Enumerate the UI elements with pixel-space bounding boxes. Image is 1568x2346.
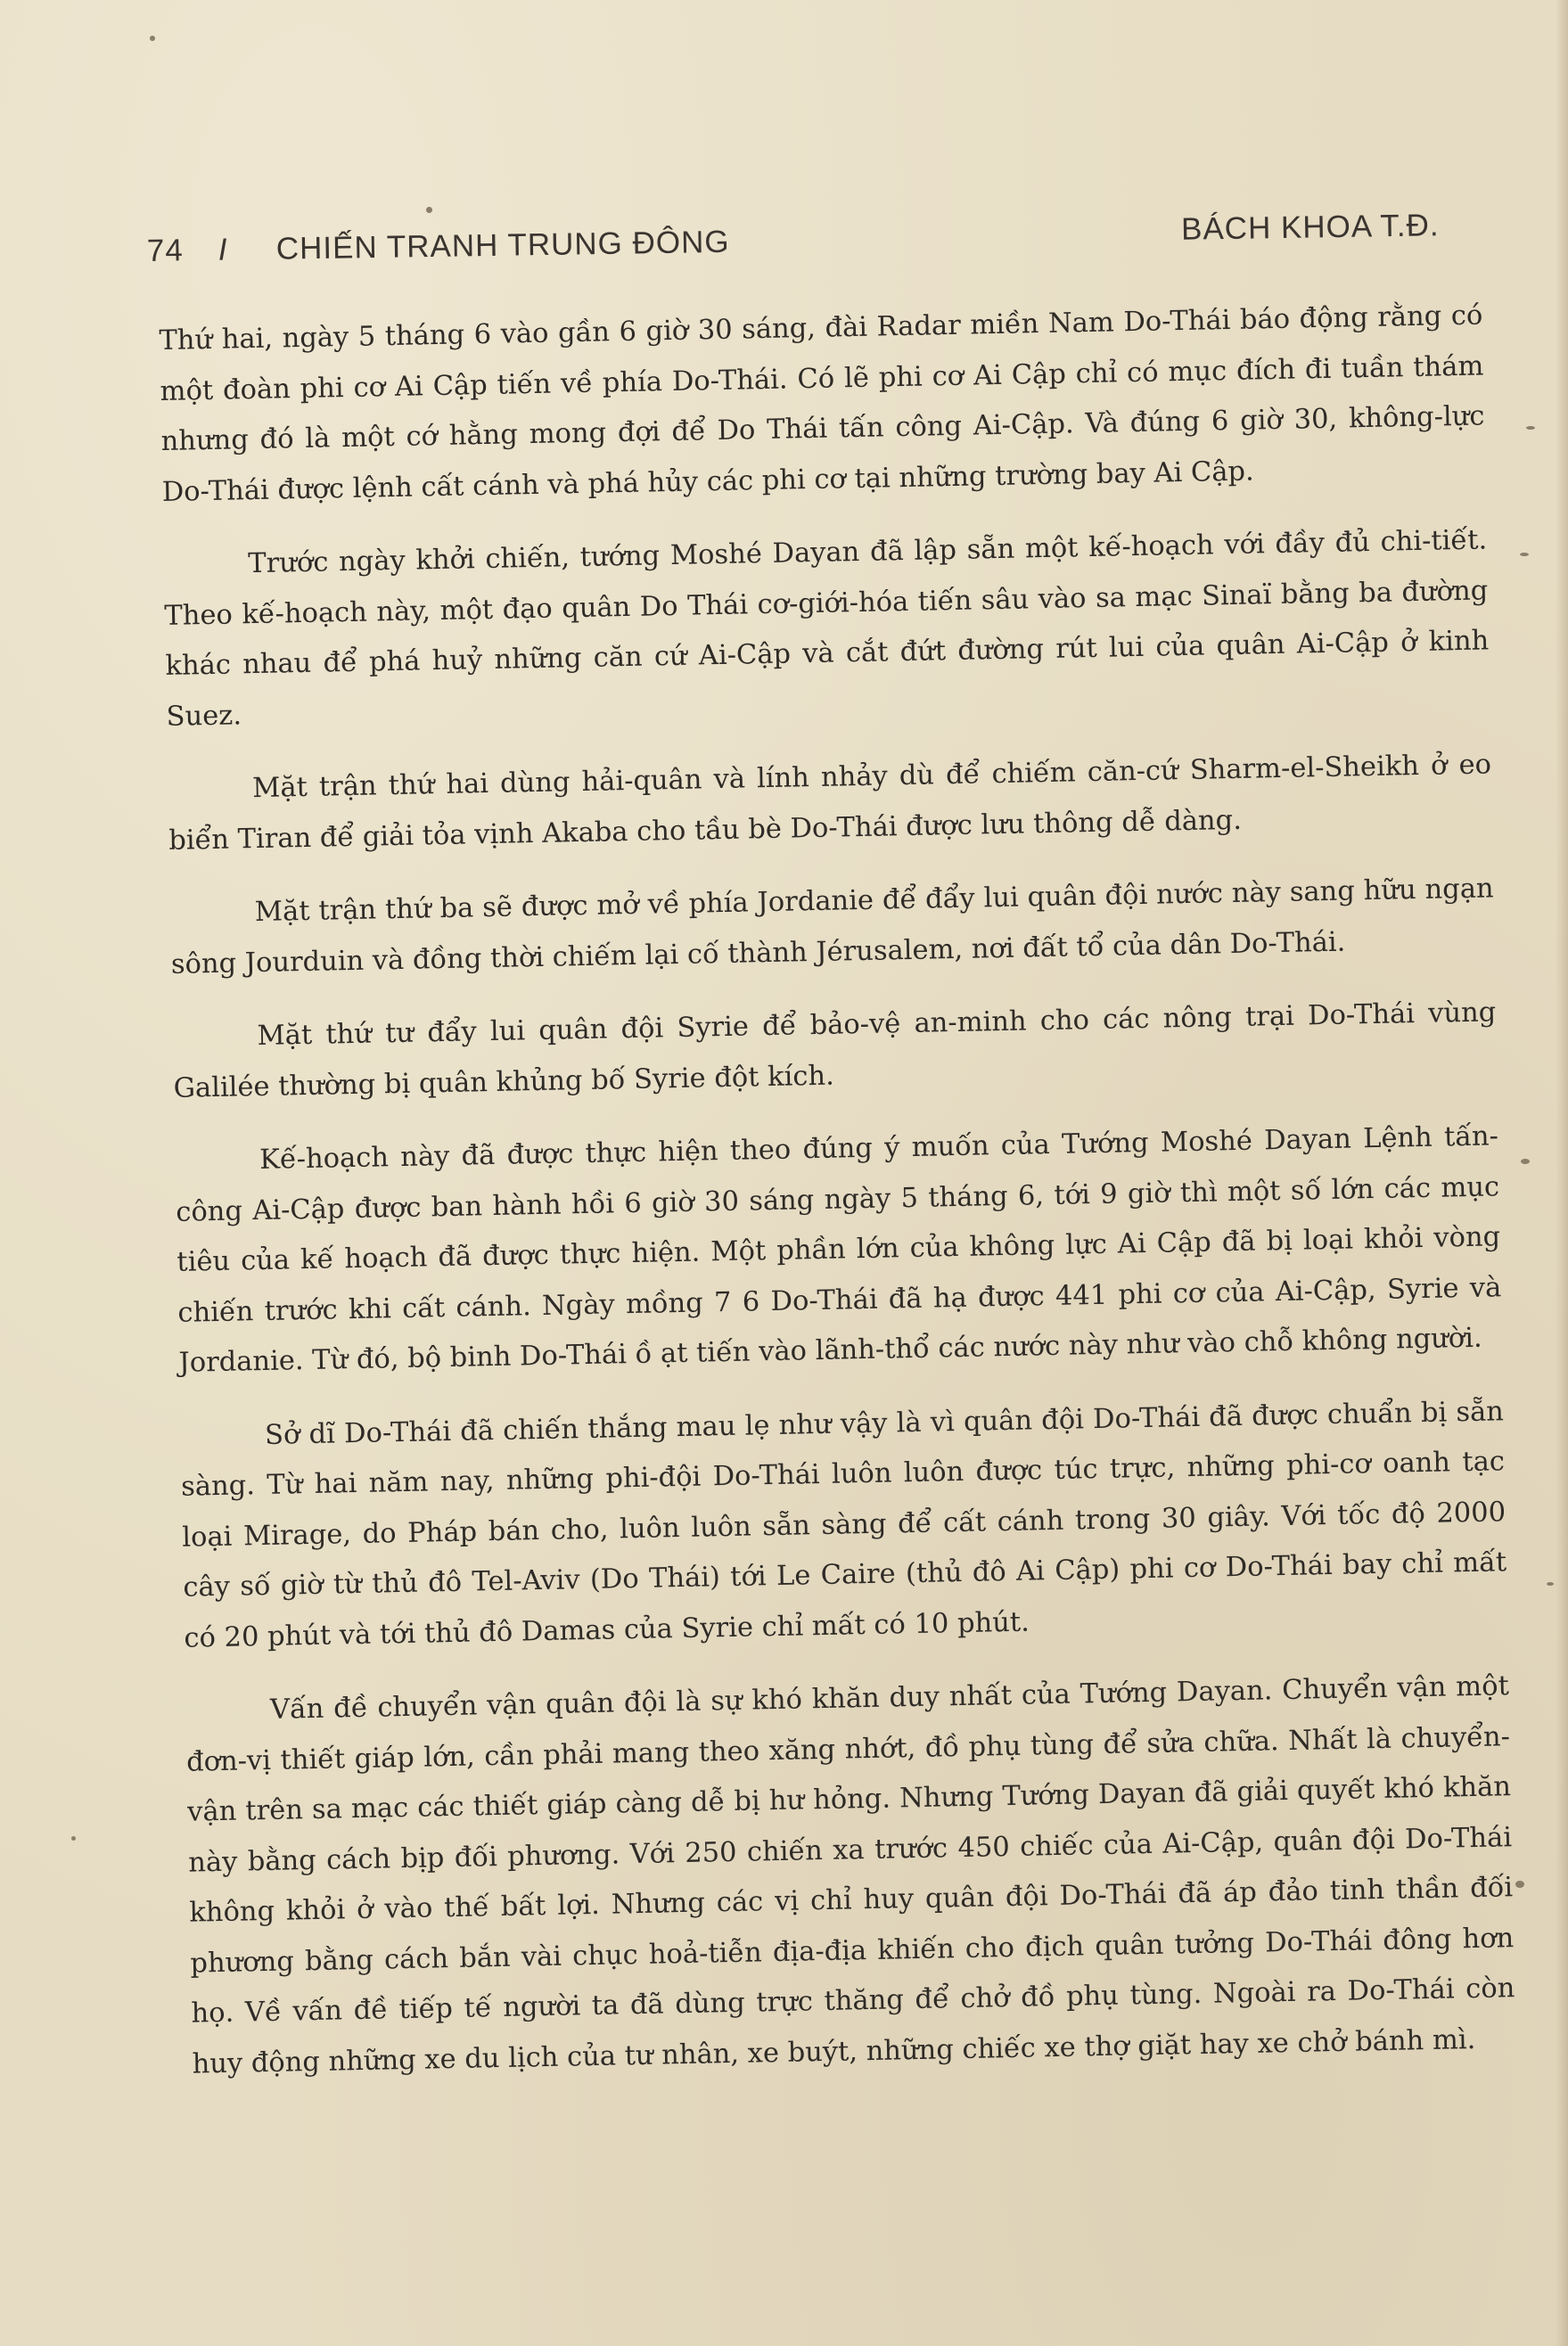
- paper-speck: [71, 1836, 76, 1841]
- paragraph: Vấn đề chuyển vận quân đội là sự khó khăn duy nhất của Tướng Dayan. Chuyển vận một đơn-vị thiết giáp lớn, cần phải mang theo xăng nhớt, đồ phụ tùng để sửa chữa. Nhất là chuyển-vận trên sa mạc các thiết giáp càng dễ bị hư hỏng. Nhưng Tướng Dayan đã giải quyết khó khăn này bằng cách bịp đối phương. Với 250 chiến xa trước 450 chiếc của Ai-Cập, quân đội Do-Thái không khỏi ở vào thế bất lợi. Nhưng các vị chỉ huy quân đội Do-Thái đã áp đảo tinh thần đối phương bằng cách bắn vài chục hoả-tiễn địa-địa khiến cho địch quân tưởng Do-Thái đông hơn họ. Về vấn đề tiếp tế người ta đã dùng trực thăng để chở đồ phụ tùng. Ngoài ra Do-Thái còn huy động những xe du lịch của tư nhân, xe buýt, những chiếc xe thợ giặt hay xe chở bánh mì.: [185, 1670, 1515, 2080]
- paper-speck: [150, 36, 155, 41]
- paper-speck: [1526, 426, 1535, 430]
- paper-speck: [1515, 1881, 1524, 1888]
- article-body: [159, 291, 1516, 2112]
- paragraph: Sở dĩ Do-Thái đã chiến thắng mau lẹ như vậy là vì quân đội Do-Thái đã được chuẩn bị sẵn sàng. Từ hai năm nay, những phi-đội Do-Thái luôn luôn được túc trực, những phi-cơ oanh tạc loại Mirage, do Pháp bán cho, luôn luôn sẵn sàng để cất cánh trong 30 giây. Với tốc độ 2000 cây số giờ từ thủ đô Tel-Aviv (Do Thái) tới Le Caire (thủ đô Ai Cập) phi cơ Do-Thái bay chỉ mất có 20 phút và tới thủ đô Damas của Syrie chỉ mất có 10 phút.: [180, 1395, 1507, 1654]
- chapter-title: CHIẾN TRANH TRUNG ĐÔNG: [275, 224, 730, 267]
- paragraph: Trước ngày khởi chiến, tướng Moshé Dayan đã lập sẵn một kế-hoạch với đầy đủ chi-tiết. Theo kế-hoạch này, một đạo quân Do Thái cơ-giới-hóa tiến sâu vào sa mạc Sinaï bằng ba đường khác nhau để phá huỷ những căn cứ Ai-Cập và cắt đứt đường rút lui của quân Ai-Cập ở kinh Suez.: [164, 524, 1490, 733]
- paragraph: Kế-hoạch này đã được thực hiện theo đúng ý muốn của Tướng Moshé Dayan Lệnh tấn-công Ai-Cập được ban hành hồi 6 giờ 30 sáng ngày 5 tháng 6, tới 9 giờ thì một số lớn các mục tiêu của kế hoạch đã được thực hiện. Một phần lớn của không lực Ai Cập đã bị loại khỏi vòng chiến trước khi cất cánh. Ngày mồng 7 6 Do-Thái đã hạ được 441 phi cơ của Ai-Cập, Syrie và Jordanie. Từ đó, bộ binh Do-Thái ồ ạt tiến vào lãnh-thổ các nước này như vào chỗ không người.: [175, 1120, 1502, 1379]
- page-number: 74: [146, 233, 185, 268]
- paragraph: Mặt trận thứ hai dùng hải-quân và lính nhảy dù để chiếm căn-cứ Sharm-el-Sheikh ở eo biển Tiran để giải tỏa vịnh Akaba cho tầu bè Do-Thái được lưu thông dễ dàng.: [168, 749, 1492, 857]
- paper-speck: [426, 207, 432, 213]
- page-header: [146, 208, 1441, 287]
- paragraph: Thứ hai, ngày 5 tháng 6 vào gần 6 giờ 30 sáng, đài Radar miền Nam Do-Thái báo động rằng có một đoàn phi cơ Ai Cập tiến về phía Do-Thái. Có lẽ phi cơ Ai Cập chỉ có mục đích đi tuần thám nhưng đó là một cớ hằng mong đợi để Do Thái tấn công Ai-Cập. Và đúng 6 giờ 30, không-lực Do-Thái được lệnh cất cánh và phá hủy các phi cơ tại những trường bay Ai Cập.: [159, 299, 1485, 508]
- paragraph: Mặt thứ tư đẩy lui quân đội Syrie để bảo-vệ an-minh cho các nông trại Do-Thái vùng Galilée thường bị quân khủng bố Syrie đột kích.: [173, 997, 1497, 1104]
- paper-speck: [1547, 1582, 1554, 1586]
- paper-speck: [1520, 553, 1529, 556]
- paragraph: Mặt trận thứ ba sẽ được mở về phía Jordanie để đẩy lui quân đội nước này sang hữu ngạn sông Jourduin và đồng thời chiếm lại cố thành Jérusalem, nơi đất tổ của dân Do-Thái.: [170, 873, 1494, 980]
- header-separator: I: [218, 232, 228, 267]
- journal-name: BÁCH KHOA T.Đ.: [1180, 208, 1440, 247]
- page-edge-shadow: [1556, 0, 1568, 2346]
- paper-speck: [1521, 1159, 1530, 1164]
